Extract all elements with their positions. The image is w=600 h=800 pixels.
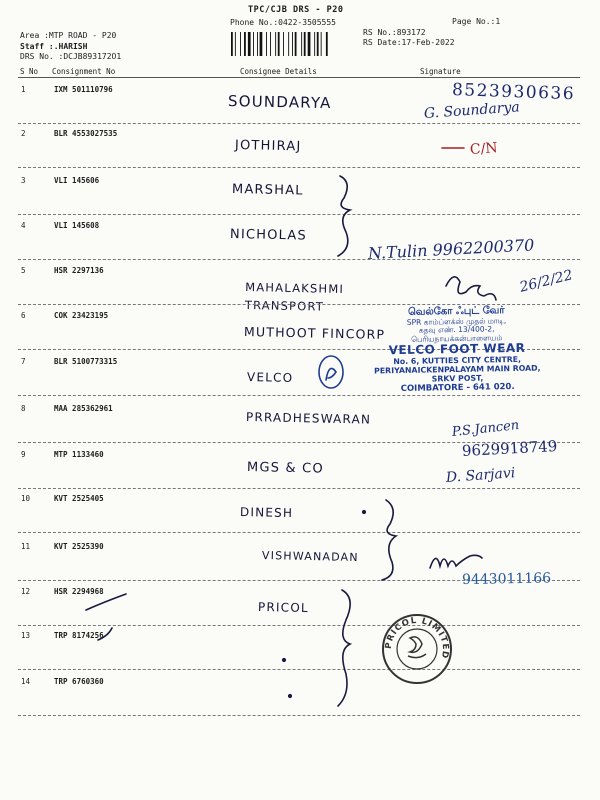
staff-label: Staff :.HARISH [20, 42, 88, 51]
signature-1: G. Soundarya [423, 99, 521, 122]
svg-text:PRICOL LIMITED [384, 616, 450, 660]
page-number: Page No.:1 [452, 17, 501, 26]
drs-number: DRS No. :DCJB893172O1 [20, 52, 122, 61]
row-divider [18, 167, 580, 168]
stamp-tamil-name: வெல்கோ ஃபுட் வேர் [407, 305, 505, 318]
row-consignee-name: SOUNDARYA [227, 92, 332, 113]
col-header-signature: Signature [420, 67, 461, 76]
row-divider [18, 488, 580, 489]
signature-phone-8: 9629918749 [461, 437, 558, 460]
row-consignee-name: PRRADHESWARAN [245, 410, 372, 427]
row-divider [18, 669, 580, 670]
row-consignment-no: MAA 285362961 [54, 404, 113, 413]
row-consignee-name: NICHOLAS [229, 227, 308, 244]
row-consignee-name: JOTHIRAJ [234, 138, 302, 155]
row-consignment-no: MTP 1133460 [54, 450, 104, 459]
report-title: TPC/CJB DRS - P20 [248, 5, 344, 15]
signature-3: N.Tulin 9962200370 [367, 235, 535, 263]
rs-date: RS Date:17-Feb-2022 [363, 38, 455, 47]
row-sno: 14 [21, 677, 31, 686]
barcode [230, 32, 352, 56]
stamp-address-3: SRKV POST, [431, 373, 484, 384]
row-consignment-no: HSR 2297136 [54, 266, 104, 275]
row-consignment-no: TRP 6760360 [54, 677, 104, 686]
row-consignment-no: BLR 5100773315 [54, 357, 118, 366]
row-consignee-name: DINESH [239, 505, 294, 521]
rs-number: RS No.:893172 [363, 28, 426, 37]
row-consignment-no: VLI 145608 [54, 221, 100, 230]
stamp-company-name: VELCO FOOT WEAR [388, 341, 526, 358]
signature-9: D. Sarjavi [445, 465, 516, 486]
phone-number: Phone No.:0422-3505555 [230, 18, 336, 27]
row-divider [18, 214, 580, 215]
row-divider [18, 532, 580, 533]
row-consignee-name: MARSHAL [231, 182, 304, 199]
row-consignee-name: PRICOL [257, 600, 309, 616]
signature-phone-1: 8523930636 [451, 80, 576, 105]
stamp-line-2: SPR காம்ப்ளக்ஸ் முதல் மாடி, [406, 315, 507, 327]
row-consignment-no: TRP 8174256 [54, 631, 104, 640]
signature-8: P.S.Jancen [451, 417, 520, 440]
header-rule [18, 77, 580, 78]
signature-phone-11: 9443011166 [461, 570, 552, 588]
row-sno: 12 [21, 587, 31, 596]
area-label: Area :MTP ROAD - P20 [20, 31, 117, 40]
row-consignment-no: IXM 501110796 [54, 85, 113, 94]
row-consignee-name: MAHALAKSHMI TRANSPORT [244, 280, 345, 315]
pricol-seal [380, 612, 454, 686]
row-consignee-name: MUTHOOT FINCORP [243, 324, 386, 342]
stamp-address-2: PERIYANAICKENPALAYAM MAIN ROAD, [374, 363, 541, 376]
signature-5: 26/2/22 [518, 267, 575, 296]
row-sno: 5 [21, 266, 26, 275]
stamp-address-4: COIMBATORE - 641 020. [400, 382, 515, 395]
velco-stamp [351, 304, 563, 395]
row-sno: 4 [21, 221, 26, 230]
stamp-line-3: கதவு எண். 13/400-2, [418, 324, 495, 335]
row-sno: 7 [21, 357, 26, 366]
row-consignment-no: KVT 2525390 [54, 542, 104, 551]
col-header-consignee: Consignee Details [240, 67, 317, 76]
row-sno: 1 [21, 85, 26, 94]
row-sno: 10 [21, 494, 31, 503]
stamp-address-1: No. 6, KUTTIES CITY CENTRE, [393, 355, 522, 367]
row-consignee-name: VELCO [246, 370, 294, 385]
row-sno: 11 [21, 542, 31, 551]
row-consignment-no: COK 23423195 [54, 311, 109, 320]
seal-text: PRICOL LIMITED [383, 615, 451, 660]
stamp-line-4: பெரியநாயக்கன்பாளையம் [411, 332, 503, 344]
row-divider [18, 625, 580, 626]
row-sno: 8 [21, 404, 26, 413]
row-sno: 6 [21, 311, 26, 320]
row-consignment-no: BLR 4553027535 [54, 129, 118, 138]
row-sno: 13 [21, 631, 31, 640]
col-header-consignment: Consignment No [52, 67, 116, 76]
row-divider [18, 259, 580, 260]
row-consignment-no: VLI 145606 [54, 176, 100, 185]
row-sno: 9 [21, 450, 26, 459]
row-divider [18, 395, 580, 396]
row-divider [18, 715, 580, 716]
row-consignee-name: VISHWANADAN [261, 549, 359, 565]
signature-2: C/N [469, 140, 499, 158]
row-consignment-no: KVT 2525405 [54, 494, 104, 503]
row-consignee-name: MGS & CO [246, 460, 324, 477]
row-sno: 2 [21, 129, 26, 138]
row-divider [18, 123, 580, 124]
row-sno: 3 [21, 176, 26, 185]
row-consignment-no: HSR 2294968 [54, 587, 104, 596]
col-header-sno: S No [20, 67, 39, 76]
